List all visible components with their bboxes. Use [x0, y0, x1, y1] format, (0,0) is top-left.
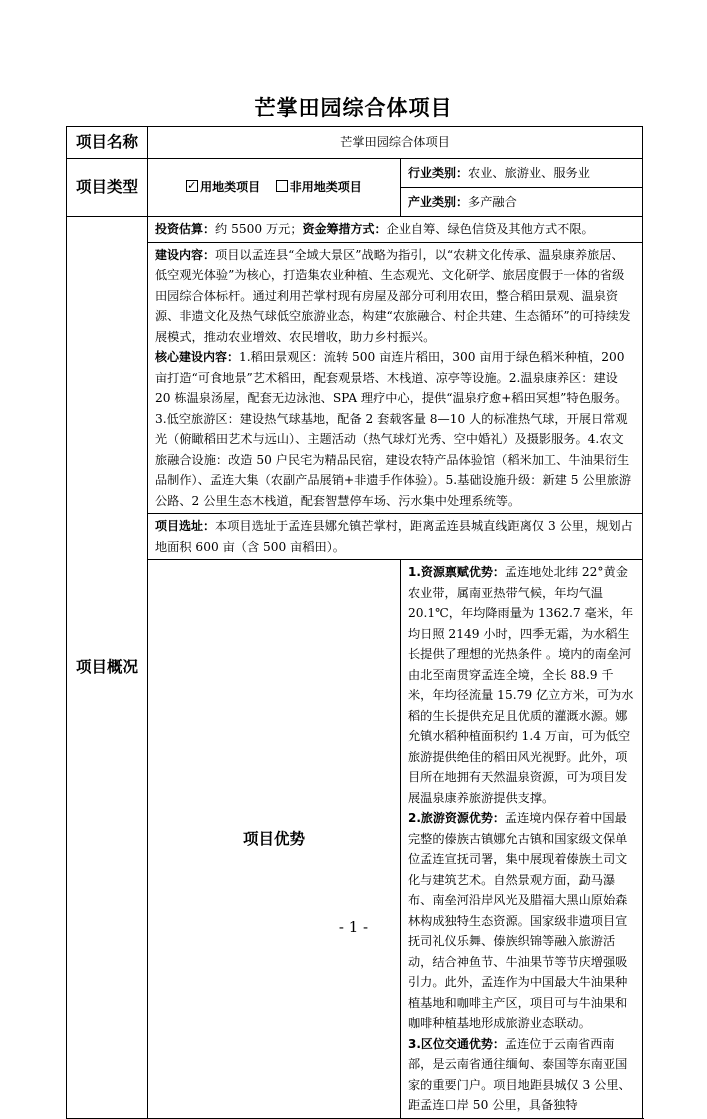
build-content-cell: 建设内容：项目以孟连县“全域大景区”战略为指引，以“农耕文化传承、温泉康养旅居、低空观光体验”为核心，打造集农业种植、生态观光、文化研学、旅居度假于一体的省级田园综合体标杆。通过利用芒掌村现有房屋及部分可利用农田，整合稻田景观、温泉资源、非遗文化及热气球低空旅游业态，构建“农旅融合、村企共建、生态循环”的可持续发展模式，推动农业增效、农民增收，助力乡村振兴。 核心建设内容：1.稻田景观区：流转 500 亩连片稻田，300 亩用于绿色稻米种植，200 亩打造“可食地景”艺术稻田，配套观景塔、木栈道、凉亭等设施。2.温泉康养区：建设 20 栋温泉汤屋，配套无边泳池、SPA 理疗中心，提供“温泉疗愈+稻田冥想”特色服务。3.低空旅游区：建设热气球基地，配备 2 套载客量 8—10 人的标准热气球，开展日常观光（俯瞰稻田艺术与远山）、主题活动（热气球灯光秀、空中婚礼）及摄影服务。4.农文旅融合设施：改造 50 户民宅为精品民宿，建设农特产品体验馆（稻米加工、牛油果衍生品制作）、孟连大集（农副产品展销+非遗手作体验）。5.基础设施升级：新建 5 公里旅游公路、2 公里生态木栈道，配套智慧停车场、污水集中处理系统等。 [148, 242, 643, 514]
advantage-label: 项目优势 [148, 560, 401, 1119]
row-advantage [67, 560, 643, 1119]
project-type-label: 项目类型 [67, 159, 148, 217]
page-number: - 1 - [338, 918, 369, 936]
row-overview-investment [67, 217, 643, 243]
checkbox-checked-icon[interactable] [186, 180, 198, 192]
project-type-options [148, 159, 401, 217]
sector-category: 产业类别：多产融合 [401, 188, 643, 217]
project-name-value: 芒掌田园综合体项目 [148, 127, 643, 159]
industry-category: 行业类别：农业、旅游业、服务业 [401, 159, 643, 188]
option-non-land-use[interactable]: 非用地类项目 [276, 179, 362, 194]
project-table [66, 126, 643, 1119]
advantage-cell: 1.资源禀赋优势：孟连地处北纬 22°黄金农业带，属南亚热带气候，年均气温 20.1℃，年均降雨量为 1362.7 毫米，年均日照 2149 小时，四季无霜，为水稻生长提供了理想的光热条件 。境内的南垒河由北至南贯穿孟连全境，全长 88.9 千米，年均径流量 15.79 亿立方米，可为水稻的生长提供充足且优质的灌溉水源。娜允镇水稻种植面积约 1.4 万亩，可为低空旅游提供绝佳的稻田风光视野。此外，项目所在地拥有天然温泉资源，可为项目发展温泉康养旅游提供支撑。 2.旅游资源优势：孟连境内保存着中国最完整的傣族古镇娜允古镇和国家级文保单位孟连宣抚司署，集中展现着傣族土司文化与建筑艺术。自然景观方面，勐马瀑布、南垒河沿岸风光及腊福大黑山原始森林构成独特生态资源。国家级非遗项目宣抚司礼仪乐舞、傣族织锦等融入旅游活动，结合神鱼节、牛油果节等节庆增强吸引力。此外，孟连作为中国最大牛油果种植基地和咖啡主产区，项目可与牛油果和咖啡种植基地形成旅游业态联动。 3.区位交通优势：孟连位于云南省西南部，是云南省通往缅甸、泰国等东南亚国家的重要门户。项目地距县城仅 3 公里、距孟连口岸 50 公里，具备独特 [401, 560, 643, 1119]
row-overview-site [67, 514, 643, 560]
option-land-use[interactable]: ✓ 用地类项目 [186, 179, 264, 194]
row-overview-build [67, 242, 643, 514]
overview-label: 项目概况 [67, 217, 148, 1119]
row-project-type [67, 159, 643, 188]
page-title: 芒掌田园综合体项目 [254, 95, 453, 120]
row-project-name [67, 127, 643, 159]
project-name-label: 项目名称 [67, 127, 148, 159]
investment-cell: 投资估算：约 5500 万元；资金筹措方式：企业自筹、绿色信贷及其他方式不限。 [148, 217, 643, 243]
checkbox-unchecked-icon[interactable] [276, 180, 288, 192]
site-cell: 项目选址：本项目选址于孟连县娜允镇芒掌村，距离孟连县城直线距离仅 3 公里，规划占地面积 600 亩（含 500 亩稻田）。 [148, 514, 643, 560]
